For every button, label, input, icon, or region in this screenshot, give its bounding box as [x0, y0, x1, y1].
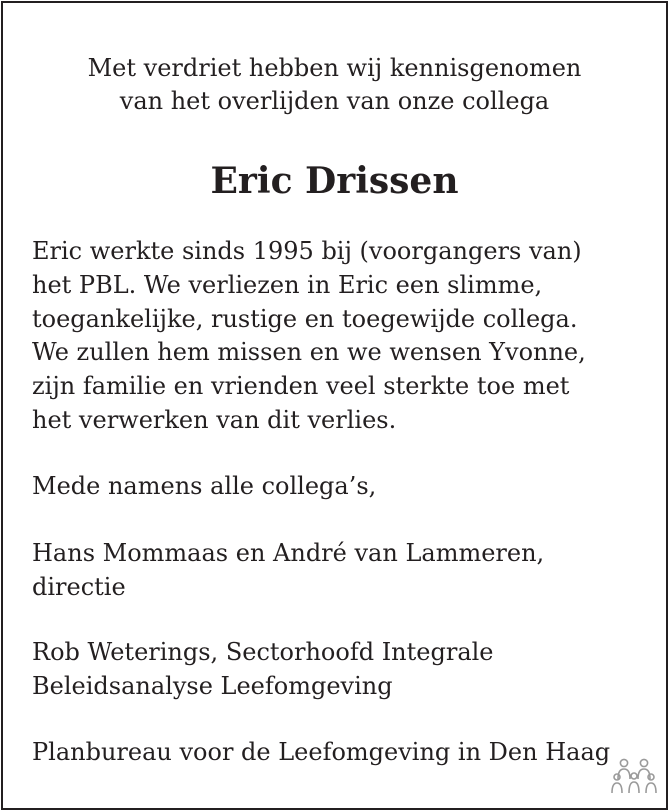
closing-text — [32, 470, 632, 504]
intro-text — [0, 52, 669, 118]
signatory-directors — [32, 537, 632, 605]
signatory-role-line: directie — [32, 572, 126, 601]
organization-text — [32, 736, 632, 770]
message-body — [32, 235, 632, 438]
message-line: toegankelijke, rustige en toegewijde collega. — [32, 304, 578, 333]
closing-line: Mede namens alle collega’s, — [32, 472, 377, 500]
signatory-sector-head — [32, 636, 632, 704]
intro-line: Met verdriet hebben wij kennisgenomen — [87, 54, 582, 82]
message-line: het verwerken van dit verlies. — [32, 405, 397, 434]
signatory-role-line: Beleidsanalyse Leefomgeving — [32, 671, 393, 700]
intro-line: van het overlijden van onze collega — [119, 87, 550, 115]
deceased-name: Eric Drissen — [210, 160, 459, 202]
message-line: We zullen hem missen en we wensen Yvonne, — [32, 338, 586, 367]
organization-line: Planbureau voor de Leefomgeving in Den Haag — [32, 738, 611, 766]
signatory-name-line: Hans Mommaas en André van Lammeren, — [32, 539, 545, 567]
message-line: zijn familie en vrienden veel sterkte toe met — [32, 372, 570, 401]
message-line: het PBL. We verliezen in Eric een slimme, — [32, 270, 543, 299]
signatory-name-line: Rob Weterings, Sectorhoofd Integrale — [32, 638, 494, 666]
people-group-icon — [611, 757, 657, 797]
message-line: Eric werkte sinds 1995 bij (voorgangers van) — [32, 237, 582, 265]
